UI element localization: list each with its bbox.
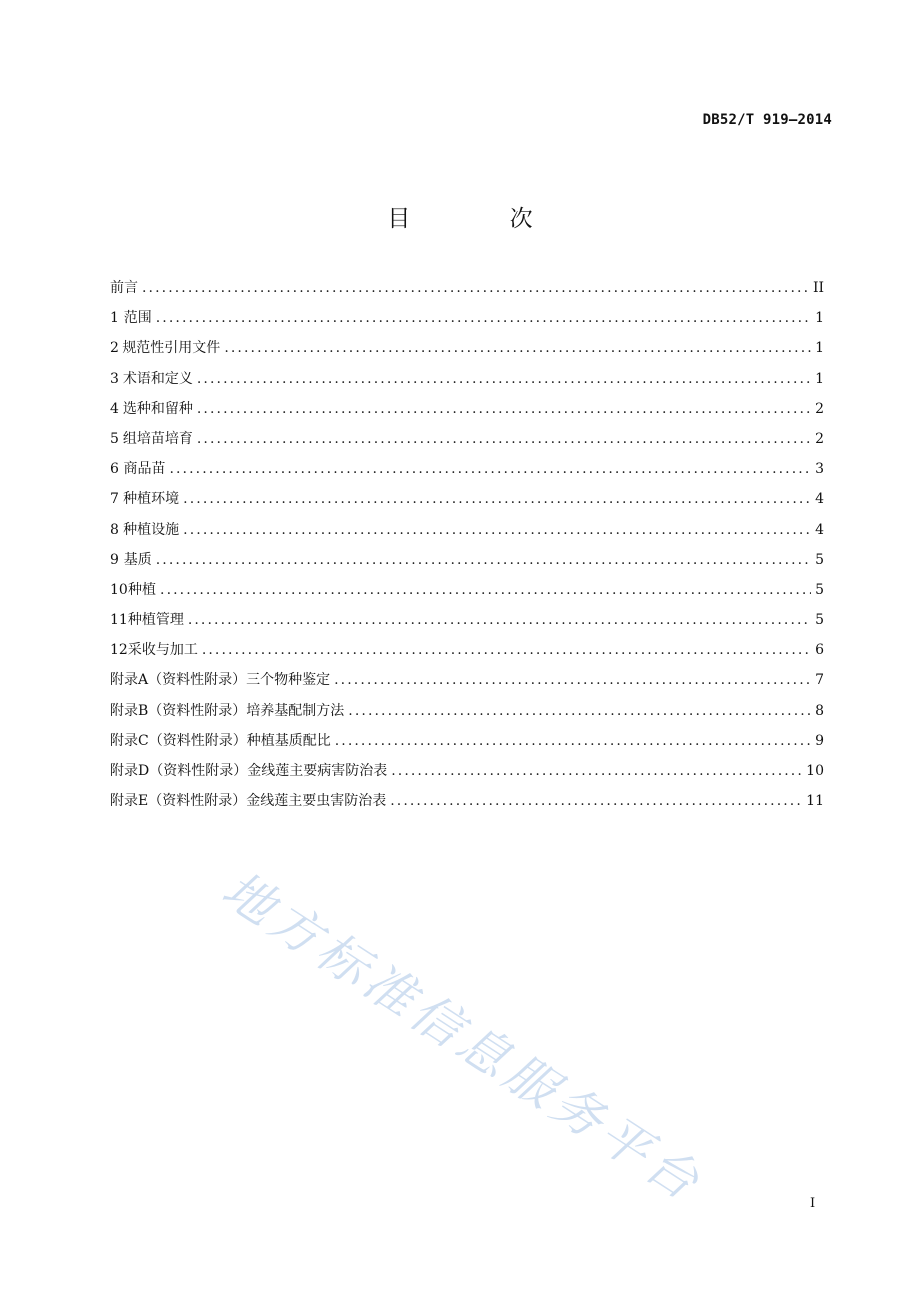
- toc-leader-dots: [348, 701, 811, 721]
- watermark: 地方标准信息服务平台: [212, 860, 714, 1214]
- toc-entry-page: 10: [806, 763, 824, 779]
- toc-entry-appendix-a[interactable]: [110, 670, 824, 700]
- toc-entry-label: 三个物种鉴定: [246, 672, 331, 689]
- toc-entry-10[interactable]: [110, 580, 824, 610]
- toc-entry-label: 前言: [110, 280, 138, 296]
- toc-leader-dots: [169, 459, 811, 479]
- toc-entry-number: 附录C（资料性附录）: [110, 732, 247, 749]
- toc-entry-3[interactable]: [110, 369, 824, 399]
- toc-entry-number: 6: [110, 461, 119, 478]
- table-of-contents: [110, 278, 824, 821]
- toc-entry-appendix-e[interactable]: [110, 791, 824, 821]
- toc-leader-dots: [160, 580, 811, 600]
- toc-entry-number: 附录A（资料性附录）: [110, 672, 247, 689]
- toc-entry-9[interactable]: [110, 550, 824, 580]
- toc-entry-page: II: [812, 280, 824, 296]
- page-number: I: [810, 1196, 816, 1211]
- toc-entry-label: 种植环境: [123, 491, 180, 508]
- toc-entry-page: 6: [815, 642, 824, 659]
- toc-leader-dots: [334, 670, 811, 690]
- toc-entry-label: 范围: [123, 310, 152, 327]
- toc-entry-label: 术语和定义: [122, 370, 193, 387]
- toc-entry-2[interactable]: [110, 338, 824, 368]
- toc-entry-page: 5: [815, 612, 824, 629]
- toc-entry-preface[interactable]: [110, 278, 824, 308]
- toc-entry-appendix-d[interactable]: [110, 761, 824, 791]
- toc-entry-page: 1: [815, 310, 824, 327]
- toc-entry-page: 2: [815, 400, 824, 417]
- toc-entry-number: 9: [110, 551, 119, 568]
- toc-leader-dots: [390, 791, 802, 811]
- toc-entry-page: 11: [806, 793, 824, 810]
- toc-leader-dots: [224, 338, 811, 358]
- toc-entry-page: 4: [815, 521, 824, 538]
- toc-leader-dots: [335, 731, 811, 751]
- toc-entry-label: 种植设施: [123, 521, 180, 538]
- toc-leader-dots: [197, 429, 811, 449]
- toc-entry-1[interactable]: [110, 308, 824, 338]
- toc-leader-dots: [156, 308, 811, 328]
- toc-entry-label: 金线莲主要病害防治表: [247, 763, 388, 779]
- toc-entry-page: 4: [815, 491, 824, 508]
- toc-leader-dots: [142, 278, 809, 298]
- toc-leader-dots: [156, 550, 811, 570]
- toc-entry-number: 7: [110, 491, 119, 508]
- toc-entry-8[interactable]: [110, 520, 824, 550]
- toc-entry-number: 1: [110, 310, 119, 327]
- toc-entry-page: 9: [815, 732, 824, 749]
- toc-entry-page: 1: [815, 340, 824, 357]
- toc-entry-label: 组培苗培育: [122, 430, 193, 447]
- toc-entry-7[interactable]: [110, 489, 824, 519]
- toc-leader-dots: [183, 520, 811, 540]
- toc-entry-label: 种植: [128, 581, 157, 598]
- toc-entry-label: 商品苗: [123, 461, 166, 478]
- toc-entry-number: 12: [110, 642, 128, 659]
- toc-entry-page: 2: [815, 430, 824, 447]
- toc-leader-dots: [197, 369, 811, 389]
- toc-title: 目 次: [387, 206, 579, 232]
- toc-entry-label: 培养基配制方法: [246, 702, 345, 719]
- toc-entry-label: 种植基质配比: [246, 732, 331, 749]
- toc-entry-appendix-b[interactable]: [110, 701, 824, 731]
- toc-entry-number: 10: [110, 581, 128, 598]
- toc-leader-dots: [183, 489, 811, 509]
- toc-entry-12[interactable]: [110, 640, 824, 670]
- toc-entry-page: 5: [815, 581, 824, 598]
- toc-entry-label: 规范性引用文件: [122, 340, 221, 357]
- toc-entry-4[interactable]: [110, 399, 824, 429]
- toc-entry-page: 5: [815, 551, 824, 568]
- toc-leader-dots: [188, 610, 811, 630]
- toc-entry-page: 1: [815, 370, 824, 387]
- toc-entry-page: 7: [815, 672, 824, 689]
- toc-entry-number: 3: [110, 370, 119, 387]
- toc-entry-number: 11: [110, 612, 128, 629]
- toc-entry-label: 金线莲主要虫害防治表: [246, 793, 387, 810]
- toc-entry-number: 2: [110, 340, 119, 357]
- toc-entry-label: 采收与加工: [127, 642, 198, 659]
- toc-entry-page: 3: [815, 461, 824, 478]
- toc-entry-label: 选种和留种: [122, 400, 193, 417]
- toc-entry-6[interactable]: [110, 459, 824, 489]
- toc-entry-appendix-c[interactable]: [110, 731, 824, 761]
- toc-entry-5[interactable]: [110, 429, 824, 459]
- toc-entry-number: 附录D（资料性附录）: [110, 763, 248, 779]
- toc-leader-dots: [197, 399, 811, 419]
- toc-entry-number: 4: [110, 400, 119, 417]
- toc-entry-label: 种植管理: [127, 612, 184, 629]
- toc-entry-number: 5: [110, 430, 119, 447]
- toc-entry-label: 基质: [123, 551, 152, 568]
- toc-leader-dots: [391, 761, 802, 781]
- document-code: DB52/T 919—2014: [702, 112, 832, 128]
- toc-leader-dots: [202, 640, 811, 660]
- toc-entry-number: 附录E（资料性附录）: [110, 793, 247, 810]
- toc-entry-number: 附录B（资料性附录）: [110, 702, 247, 719]
- toc-entry-11[interactable]: [110, 610, 824, 640]
- toc-entry-page: 8: [815, 702, 824, 719]
- toc-entry-number: 8: [110, 521, 119, 538]
